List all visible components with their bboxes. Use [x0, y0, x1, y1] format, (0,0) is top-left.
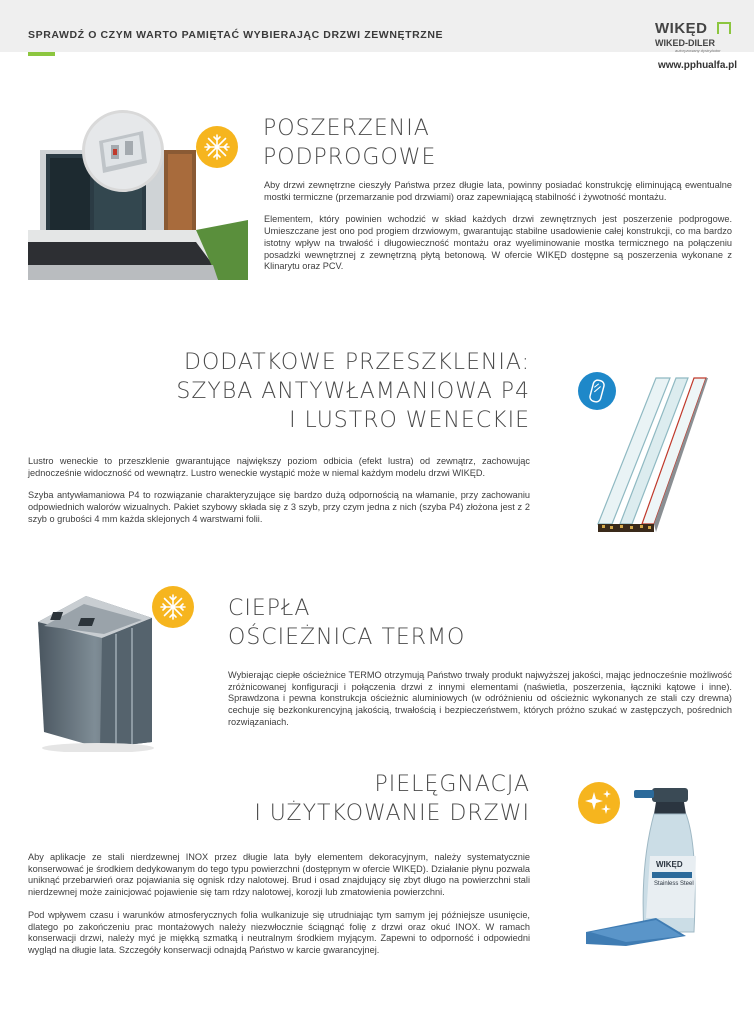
section2-heading: DODATKOWE PRZESZKLENIA: SZYBA ANTYWŁAMANIOWA P4 I LUSTRO WENECKIE [176, 350, 530, 433]
threshold-profile-inset [82, 110, 164, 192]
bottle-brand: WIKĘD [656, 860, 683, 869]
section3-text: Wybierając ciepłe ościeżnice TERMO otrzymują Państwo trwały produkt najwyższej jakości, mając jednocześnie możliwość zróżnicowanej konfiguracji i połączenia drzwi z innymi elementami (naświetla, poszerzenia, łączniki kątowe i inne). Sprawdzona i pewna konstrukcja ościeżnic aluminiowych (w odróżnieniu od ościeżnic wykonanych ze stali czy drewna) cechuje się bezkonkurencyjną jakością, trwałością i bezpieczeństwem, których próżno szukać w zastępczych, pośrednich rozwiązaniach. [228, 670, 732, 727]
section1-heading: POSZERZENIA PODPROGOWE [263, 116, 437, 170]
logo-mark-icon [717, 22, 731, 34]
accent-line [28, 52, 55, 56]
logo-tagline: autoryzowany dystrybutor [675, 48, 721, 53]
thermal-sun-icon [196, 126, 238, 168]
website-link[interactable]: www.pphualfa.pl [658, 60, 738, 71]
section4-text: Aby aplikacje ze stali nierdzewnej INOX przez długie lata były elementem dekoracyjnym, należy systematycznie konserwować je środkiem dedykowanym do tego typu powierzchni (dostępnym w ofercie WIKĘD). Działanie płynu pozwala uniknąć przebarwień oraz pojawiania się ognisk rdzy nalotowej. Brud i osad znajdujący się zbyt długo na powierzchni stali nierdzewnej może zainicjować pojawienie się tam rdzy nalotowej, korozji lub zmatowienia powierzchni. Pod wpływem czasu i warunków atmosferycznych folia wulkanizuje się utrudniając tym samym jej późniejsze usunięcie, dlatego po zakończeniu prac montażowych należy niezwłocznie ściągnąć folię z drzwi oraz okuć INOX. W ramach konserwacji drzwi, należy myć je miękką szmatką i neutralnym środkiem myjącym. Zapewni to odporność i odpowiedni wygląd na długie lata. Szczegóły konserwacji odnajdą Państwo w karcie gwarancyjnej. [28, 852, 530, 955]
section3-heading: CIEPŁA OŚCIEŻNICA TERMO [228, 596, 466, 650]
section2-text: Lustro weneckie to przeszklenie gwarantujące największy poziom odbicia (efekt lustra) od zewnątrz, zachowując jednocześnie widoczność od wewnątrz. Lustro weneckie wystąpić może w niemal każdym modelu drzwi WIKĘD. Szyba antywłamaniowa P4 to rozwiązanie charakteryzujące się bardzo dużą odpornością na włamanie, przy zachowaniu odpowiednich walorów wizualnych. Pakiet szybowy składa się z 3 szyb, przy czym jedna z nich (szyba P4) złożona jest z 2 szyb o grubości 4 mm każda sklejonych 4 warstwami folii. [28, 456, 530, 524]
glass-pane-illustration [590, 374, 710, 534]
wiked-logo [655, 20, 745, 53]
cleaner-bottle-product [586, 786, 706, 946]
section4-heading: PIELĘGNACJA I UŻYTKOWANIE DRZWI [254, 772, 530, 826]
logo-main-text: WIKĘD [655, 20, 708, 37]
bottle-label: Stainless Steel [654, 881, 694, 887]
logo-sub-text: WIKED-DILER [655, 38, 715, 48]
section1-text: Aby drzwi zewnętrzne cieszyły Państwa przez długie lata, powinny posiadać konstrukcję eliminującą ewentualne mostki termiczne (przemarzanie pod drzwiami) oraz zapewniającą stabilność i żywotność montażu. Elementem, który powinien wchodzić w skład każdych drzwi zewnętrznych jest poszerzenie podprogowe. Umieszczane jest ono pod progiem drzwiowym, gwarantując stabilne usadowienie całej konstrukcji, co ma bardzo istotny wpływ na trwałość i długowieczność montażu oraz wyeliminowanie mostka termicznego na połączeniu posadzki wewnętrznej z zewnętrzną płytą betonową. W ofercie WIKĘD dostępne są poszerzenia wykonane z Klinarytu oraz PCV. [264, 180, 732, 272]
thermal-sun-icon [152, 586, 194, 628]
page-title: SPRAWDŹ O CZYM WARTO PAMIĘTAĆ WYBIERAJĄC DRZWI ZEWNĘTRZNE [28, 29, 444, 41]
header-bar [0, 0, 754, 52]
